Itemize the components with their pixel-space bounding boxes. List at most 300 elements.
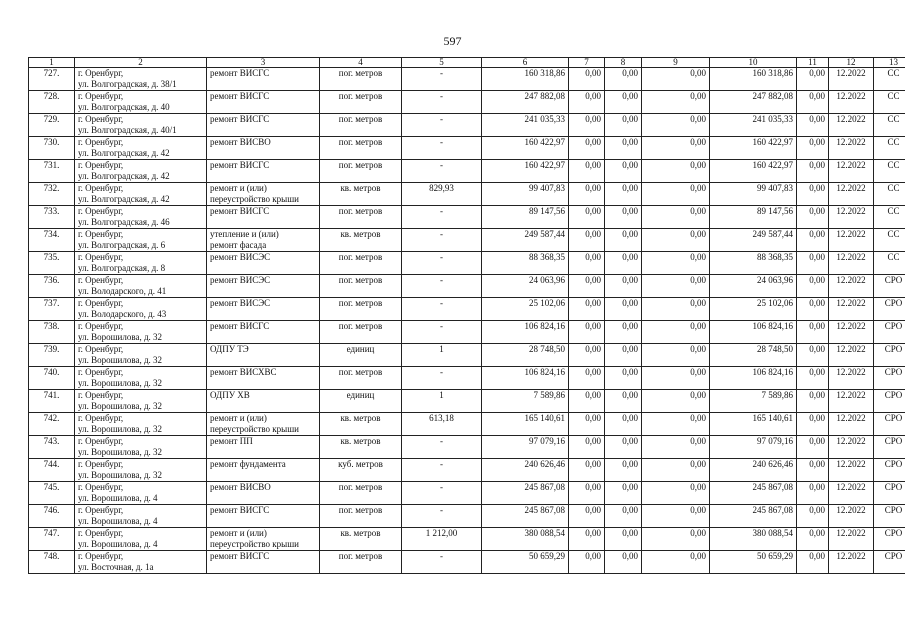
cost-col7-cell: 0,00: [569, 68, 605, 91]
cost-col11-cell: 0,00: [797, 344, 829, 367]
work-type-cell: [207, 459, 320, 482]
row-number: 734.: [29, 229, 75, 252]
column-header: 13: [874, 58, 905, 68]
table-row: [29, 160, 905, 183]
row-number: 746.: [29, 505, 75, 528]
cost-col9-cell: 0,00: [642, 505, 710, 528]
cost-col11-cell: 0,00: [797, 252, 829, 275]
work-type-cell: [207, 413, 320, 436]
table-row: [29, 482, 905, 505]
address-line: г. Оренбург,: [78, 183, 124, 193]
work-type-line: переустройство крыши: [210, 424, 299, 434]
cost-col9-cell: 0,00: [642, 321, 710, 344]
work-type-line: переустройство крыши: [210, 539, 299, 549]
address-line: ул. Волгоградская, д. 6: [78, 240, 166, 250]
address-line: г. Оренбург,: [78, 367, 124, 377]
work-type-line: ремонт и (или): [210, 183, 267, 193]
unit-cell: пог. метров: [320, 482, 402, 505]
cost-col7-cell: 0,00: [569, 183, 605, 206]
cost-col7-cell: 0,00: [569, 206, 605, 229]
table-row: [29, 459, 905, 482]
unit-cell: пог. метров: [320, 114, 402, 137]
cost-col7-cell: 0,00: [569, 528, 605, 551]
cost-col9-cell: 0,00: [642, 551, 710, 574]
cost-col10-cell: 28 748,50: [710, 344, 797, 367]
address-cell: [75, 91, 207, 114]
work-type-line: ремонт ВИСЭС: [210, 298, 271, 308]
unit-cell: единиц: [320, 390, 402, 413]
address-line: ул. Ворошилова, д. 4: [78, 493, 158, 503]
cost-col7-cell: 0,00: [569, 137, 605, 160]
work-type-line: ремонт и (или): [210, 528, 267, 538]
completion-date-cell: 12.2022: [829, 367, 874, 390]
table-row: [29, 68, 905, 91]
address-cell: [75, 68, 207, 91]
work-type-line: ремонт ВИСВО: [210, 482, 271, 492]
column-header: 8: [605, 58, 642, 68]
completion-date-cell: 12.2022: [829, 390, 874, 413]
work-type-cell: [207, 91, 320, 114]
address-line: г. Оренбург,: [78, 551, 124, 561]
cost-col8-cell: 0,00: [605, 551, 642, 574]
total-cost-cell: 7 589,86: [482, 390, 569, 413]
cost-col11-cell: 0,00: [797, 298, 829, 321]
cost-col10-cell: 88 368,35: [710, 252, 797, 275]
address-cell: [75, 505, 207, 528]
table-row: [29, 528, 905, 551]
address-cell: [75, 321, 207, 344]
address-line: г. Оренбург,: [78, 390, 124, 400]
table-row: [29, 413, 905, 436]
row-number: 729.: [29, 114, 75, 137]
row-number: 748.: [29, 551, 75, 574]
total-cost-cell: 380 088,54: [482, 528, 569, 551]
table-row: [29, 367, 905, 390]
volume-cell: -: [402, 68, 482, 91]
completion-date-cell: 12.2022: [829, 459, 874, 482]
row-number: 727.: [29, 68, 75, 91]
address-cell: [75, 528, 207, 551]
cost-col10-cell: 50 659,29: [710, 551, 797, 574]
unit-cell: пог. метров: [320, 551, 402, 574]
cost-col9-cell: 0,00: [642, 252, 710, 275]
volume-cell: -: [402, 229, 482, 252]
cost-col7-cell: 0,00: [569, 160, 605, 183]
cost-col10-cell: 160 422,97: [710, 137, 797, 160]
work-type-cell: [207, 505, 320, 528]
address-line: ул. Володарского, д. 43: [78, 309, 167, 319]
cost-col11-cell: 0,00: [797, 528, 829, 551]
address-line: ул. Ворошилова, д. 32: [78, 378, 163, 388]
row-number: 742.: [29, 413, 75, 436]
row-number: 732.: [29, 183, 75, 206]
table-row: [29, 390, 905, 413]
volume-cell: 1: [402, 390, 482, 413]
fund-type-cell: СРО: [874, 390, 905, 413]
cost-col8-cell: 0,00: [605, 229, 642, 252]
work-type-cell: [207, 206, 320, 229]
address-cell: [75, 229, 207, 252]
fund-type-cell: СРО: [874, 482, 905, 505]
table-row: [29, 436, 905, 459]
address-line: г. Оренбург,: [78, 252, 124, 262]
cost-col10-cell: 160 318,86: [710, 68, 797, 91]
work-type-cell: [207, 114, 320, 137]
volume-cell: -: [402, 206, 482, 229]
table-row: [29, 114, 905, 137]
cost-col11-cell: 0,00: [797, 413, 829, 436]
work-type-line: ремонт ВИСГС: [210, 91, 270, 101]
work-type-line: ремонт ВИСГС: [210, 505, 270, 515]
cost-col11-cell: 0,00: [797, 459, 829, 482]
cost-col9-cell: 0,00: [642, 298, 710, 321]
cost-col10-cell: 24 063,96: [710, 275, 797, 298]
volume-cell: -: [402, 436, 482, 459]
address-line: г. Оренбург,: [78, 321, 124, 331]
table-row: [29, 206, 905, 229]
total-cost-cell: 245 867,08: [482, 482, 569, 505]
unit-cell: кв. метров: [320, 229, 402, 252]
total-cost-cell: 88 368,35: [482, 252, 569, 275]
work-type-cell: [207, 344, 320, 367]
table-row: [29, 505, 905, 528]
unit-cell: куб. метров: [320, 459, 402, 482]
address-line: ул. Ворошилова, д. 4: [78, 516, 158, 526]
volume-cell: -: [402, 137, 482, 160]
address-line: ул. Волгоградская, д. 42: [78, 171, 170, 181]
fund-type-cell: СРО: [874, 275, 905, 298]
column-header: 7: [569, 58, 605, 68]
address-cell: [75, 436, 207, 459]
fund-type-cell: СС: [874, 137, 905, 160]
fund-type-cell: СС: [874, 252, 905, 275]
address-cell: [75, 482, 207, 505]
cost-col7-cell: 0,00: [569, 390, 605, 413]
unit-cell: пог. метров: [320, 367, 402, 390]
cost-col10-cell: 165 140,61: [710, 413, 797, 436]
volume-cell: -: [402, 551, 482, 574]
work-type-line: ремонт ВИСЭС: [210, 275, 271, 285]
address-cell: [75, 137, 207, 160]
cost-col10-cell: 247 882,08: [710, 91, 797, 114]
address-line: ул. Восточная, д. 1а: [78, 562, 154, 572]
cost-col7-cell: 0,00: [569, 459, 605, 482]
table-row: [29, 91, 905, 114]
address-line: г. Оренбург,: [78, 275, 124, 285]
register-table: [28, 57, 905, 574]
work-type-cell: [207, 252, 320, 275]
row-number: 744.: [29, 459, 75, 482]
work-type-cell: [207, 390, 320, 413]
work-type-cell: [207, 298, 320, 321]
volume-cell: -: [402, 252, 482, 275]
completion-date-cell: 12.2022: [829, 528, 874, 551]
column-header: 6: [482, 58, 569, 68]
cost-col9-cell: 0,00: [642, 390, 710, 413]
work-type-line: ремонт и (или): [210, 413, 267, 423]
completion-date-cell: 12.2022: [829, 229, 874, 252]
work-type-line: ремонт ВИСГС: [210, 160, 270, 170]
address-cell: [75, 252, 207, 275]
cost-col9-cell: 0,00: [642, 413, 710, 436]
cost-col7-cell: 0,00: [569, 229, 605, 252]
row-number: 728.: [29, 91, 75, 114]
row-number: 735.: [29, 252, 75, 275]
cost-col9-cell: 0,00: [642, 344, 710, 367]
cost-col9-cell: 0,00: [642, 367, 710, 390]
table-row: [29, 551, 905, 574]
cost-col9-cell: 0,00: [642, 114, 710, 137]
column-header: 11: [797, 58, 829, 68]
cost-col10-cell: 241 035,33: [710, 114, 797, 137]
cost-col10-cell: 97 079,16: [710, 436, 797, 459]
cost-col11-cell: 0,00: [797, 183, 829, 206]
cost-col7-cell: 0,00: [569, 298, 605, 321]
work-type-line: ремонт ВИСЭС: [210, 252, 271, 262]
column-number-header: [29, 58, 905, 68]
address-line: г. Оренбург,: [78, 482, 124, 492]
work-type-cell: [207, 436, 320, 459]
cost-col10-cell: 7 589,86: [710, 390, 797, 413]
completion-date-cell: 12.2022: [829, 321, 874, 344]
cost-col9-cell: 0,00: [642, 229, 710, 252]
work-type-cell: [207, 321, 320, 344]
unit-cell: пог. метров: [320, 252, 402, 275]
cost-col7-cell: 0,00: [569, 321, 605, 344]
total-cost-cell: 25 102,06: [482, 298, 569, 321]
unit-cell: пог. метров: [320, 206, 402, 229]
address-line: ул. Ворошилова, д. 32: [78, 332, 163, 342]
unit-cell: кв. метров: [320, 436, 402, 459]
cost-col8-cell: 0,00: [605, 367, 642, 390]
address-line: г. Оренбург,: [78, 459, 124, 469]
cost-col8-cell: 0,00: [605, 114, 642, 137]
total-cost-cell: 160 422,97: [482, 160, 569, 183]
work-type-line: ремонт ВИСГС: [210, 206, 270, 216]
volume-cell: 829,93: [402, 183, 482, 206]
work-type-line: ремонт ВИСГС: [210, 114, 270, 124]
cost-col8-cell: 0,00: [605, 68, 642, 91]
address-line: г. Оренбург,: [78, 413, 124, 423]
cost-col9-cell: 0,00: [642, 482, 710, 505]
work-type-cell: [207, 137, 320, 160]
total-cost-cell: 247 882,08: [482, 91, 569, 114]
column-header: 12: [829, 58, 874, 68]
unit-cell: пог. метров: [320, 91, 402, 114]
cost-col10-cell: 245 867,08: [710, 482, 797, 505]
table-row: [29, 183, 905, 206]
address-line: г. Оренбург,: [78, 137, 124, 147]
address-line: г. Оренбург,: [78, 528, 124, 538]
fund-type-cell: СС: [874, 68, 905, 91]
cost-col7-cell: 0,00: [569, 413, 605, 436]
unit-cell: кв. метров: [320, 183, 402, 206]
cost-col8-cell: 0,00: [605, 298, 642, 321]
fund-type-cell: СРО: [874, 459, 905, 482]
address-line: г. Оренбург,: [78, 160, 124, 170]
total-cost-cell: 241 035,33: [482, 114, 569, 137]
address-cell: [75, 275, 207, 298]
cost-col7-cell: 0,00: [569, 114, 605, 137]
cost-col11-cell: 0,00: [797, 275, 829, 298]
address-line: г. Оренбург,: [78, 206, 124, 216]
volume-cell: 613,18: [402, 413, 482, 436]
cost-col10-cell: 160 422,97: [710, 160, 797, 183]
table-row: [29, 275, 905, 298]
work-type-line: ОДПУ ТЭ: [210, 344, 249, 354]
work-type-line: ремонт ПП: [210, 436, 253, 446]
cost-col7-cell: 0,00: [569, 482, 605, 505]
column-header: 9: [642, 58, 710, 68]
cost-col11-cell: 0,00: [797, 137, 829, 160]
total-cost-cell: 89 147,56: [482, 206, 569, 229]
cost-col11-cell: 0,00: [797, 482, 829, 505]
work-type-cell: [207, 275, 320, 298]
volume-cell: 1 212,00: [402, 528, 482, 551]
address-line: ул. Володарского, д. 41: [78, 286, 167, 296]
fund-type-cell: СРО: [874, 344, 905, 367]
total-cost-cell: 240 626,46: [482, 459, 569, 482]
cost-col8-cell: 0,00: [605, 459, 642, 482]
cost-col7-cell: 0,00: [569, 436, 605, 459]
volume-cell: -: [402, 275, 482, 298]
row-number: 737.: [29, 298, 75, 321]
completion-date-cell: 12.2022: [829, 160, 874, 183]
column-header: 1: [29, 58, 75, 68]
fund-type-cell: СРО: [874, 551, 905, 574]
volume-cell: -: [402, 482, 482, 505]
address-line: ул. Ворошилова, д. 32: [78, 470, 163, 480]
total-cost-cell: 165 140,61: [482, 413, 569, 436]
work-type-cell: [207, 229, 320, 252]
fund-type-cell: СРО: [874, 413, 905, 436]
cost-col8-cell: 0,00: [605, 275, 642, 298]
work-type-cell: [207, 528, 320, 551]
page-number: 597: [443, 34, 462, 48]
cost-col11-cell: 0,00: [797, 206, 829, 229]
address-line: ул. Волгоградская, д. 38/1: [78, 79, 177, 89]
address-line: ул. Волгоградская, д. 40/1: [78, 125, 177, 135]
cost-col11-cell: 0,00: [797, 390, 829, 413]
fund-type-cell: СС: [874, 91, 905, 114]
fund-type-cell: СС: [874, 229, 905, 252]
cost-col11-cell: 0,00: [797, 68, 829, 91]
cost-col10-cell: 240 626,46: [710, 459, 797, 482]
cost-col8-cell: 0,00: [605, 436, 642, 459]
row-number: 743.: [29, 436, 75, 459]
row-number: 730.: [29, 137, 75, 160]
cost-col11-cell: 0,00: [797, 505, 829, 528]
cost-col11-cell: 0,00: [797, 551, 829, 574]
cost-col8-cell: 0,00: [605, 91, 642, 114]
cost-col11-cell: 0,00: [797, 367, 829, 390]
cost-col7-cell: 0,00: [569, 275, 605, 298]
address-cell: [75, 367, 207, 390]
unit-cell: пог. метров: [320, 505, 402, 528]
completion-date-cell: 12.2022: [829, 413, 874, 436]
address-cell: [75, 551, 207, 574]
table-row: [29, 137, 905, 160]
address-cell: [75, 298, 207, 321]
address-cell: [75, 459, 207, 482]
fund-type-cell: СРО: [874, 505, 905, 528]
completion-date-cell: 12.2022: [829, 206, 874, 229]
completion-date-cell: 12.2022: [829, 551, 874, 574]
cost-col10-cell: 25 102,06: [710, 298, 797, 321]
address-line: г. Оренбург,: [78, 298, 124, 308]
row-number: 739.: [29, 344, 75, 367]
table-row: [29, 344, 905, 367]
cost-col7-cell: 0,00: [569, 551, 605, 574]
completion-date-cell: 12.2022: [829, 183, 874, 206]
cost-col9-cell: 0,00: [642, 206, 710, 229]
total-cost-cell: 106 824,16: [482, 321, 569, 344]
address-line: г. Оренбург,: [78, 68, 124, 78]
work-type-cell: [207, 183, 320, 206]
cost-col9-cell: 0,00: [642, 459, 710, 482]
cost-col9-cell: 0,00: [642, 160, 710, 183]
cost-col9-cell: 0,00: [642, 436, 710, 459]
volume-cell: -: [402, 91, 482, 114]
work-type-line: ремонт ВИСВО: [210, 137, 271, 147]
total-cost-cell: 24 063,96: [482, 275, 569, 298]
unit-cell: кв. метров: [320, 413, 402, 436]
unit-cell: пог. метров: [320, 68, 402, 91]
work-type-line: ремонт ВИСГС: [210, 551, 270, 561]
address-line: ул. Ворошилова, д. 32: [78, 424, 163, 434]
table-row: [29, 298, 905, 321]
address-line: ул. Волгоградская, д. 42: [78, 148, 170, 158]
volume-cell: -: [402, 367, 482, 390]
completion-date-cell: 12.2022: [829, 482, 874, 505]
cost-col10-cell: 249 587,44: [710, 229, 797, 252]
address-line: г. Оренбург,: [78, 436, 124, 446]
cost-col7-cell: 0,00: [569, 252, 605, 275]
cost-col8-cell: 0,00: [605, 183, 642, 206]
unit-cell: пог. метров: [320, 298, 402, 321]
fund-type-cell: СРО: [874, 298, 905, 321]
column-header: 2: [75, 58, 207, 68]
address-cell: [75, 413, 207, 436]
cost-col11-cell: 0,00: [797, 114, 829, 137]
cost-col10-cell: 89 147,56: [710, 206, 797, 229]
cost-col10-cell: 106 824,16: [710, 321, 797, 344]
cost-col10-cell: 245 867,08: [710, 505, 797, 528]
cost-col11-cell: 0,00: [797, 321, 829, 344]
cost-col10-cell: 99 407,83: [710, 183, 797, 206]
work-type-cell: [207, 551, 320, 574]
volume-cell: -: [402, 321, 482, 344]
unit-cell: пог. метров: [320, 321, 402, 344]
work-type-line: ремонт ВИСХВС: [210, 367, 277, 377]
total-cost-cell: 99 407,83: [482, 183, 569, 206]
cost-col8-cell: 0,00: [605, 206, 642, 229]
completion-date-cell: 12.2022: [829, 298, 874, 321]
cost-col8-cell: 0,00: [605, 528, 642, 551]
total-cost-cell: 97 079,16: [482, 436, 569, 459]
completion-date-cell: 12.2022: [829, 436, 874, 459]
cost-col8-cell: 0,00: [605, 344, 642, 367]
work-type-cell: [207, 68, 320, 91]
volume-cell: -: [402, 298, 482, 321]
address-line: г. Оренбург,: [78, 505, 124, 515]
volume-cell: -: [402, 459, 482, 482]
total-cost-cell: 106 824,16: [482, 367, 569, 390]
cost-col9-cell: 0,00: [642, 528, 710, 551]
unit-cell: пог. метров: [320, 160, 402, 183]
work-type-line: ОДПУ ХВ: [210, 390, 250, 400]
address-cell: [75, 114, 207, 137]
